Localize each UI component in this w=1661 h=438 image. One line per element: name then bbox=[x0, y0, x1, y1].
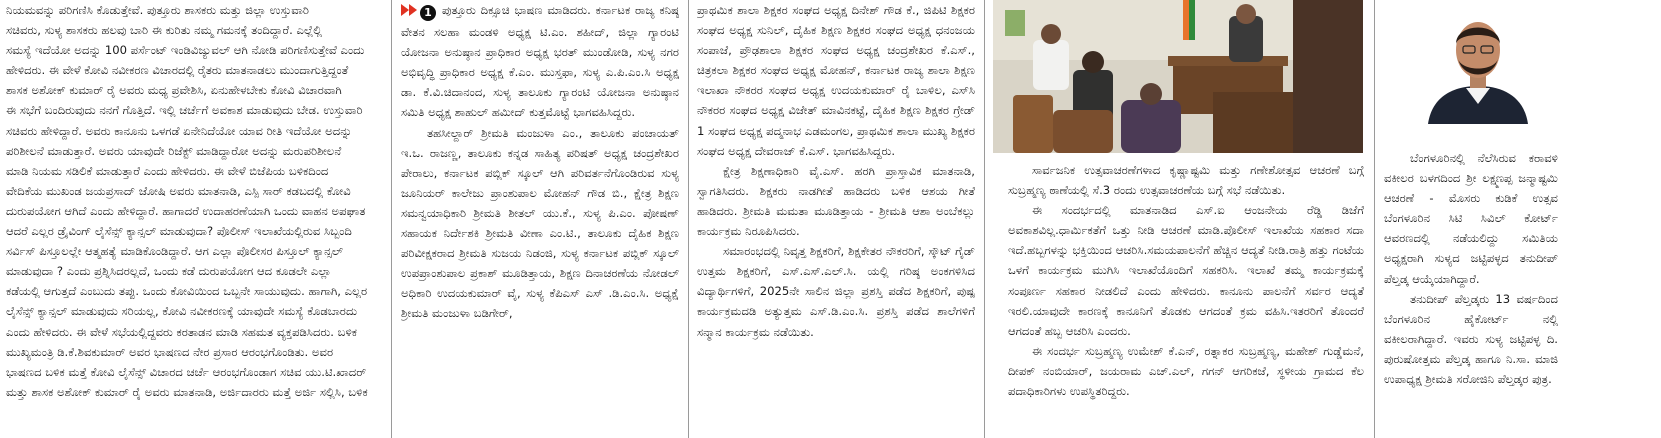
article-column-3 bbox=[697, 0, 975, 438]
col1-line: ನಿಯಮವನ್ನು ಪರಿಗಣಿಸಿ ಕೊಡುತ್ತೇವೆ. ಪುತ್ತೂರು ಶಾಸಕರು ಮತ್ತು ಜಿಲ್ಲಾ ಉಸ್ತುವಾರಿ bbox=[6, 3, 309, 17]
col1-line: ಈ ಸಭೆಗೆ ಬಂದಿರುವುದು ನನಗೆ ಗೊತ್ತಿದೆ. ಇಲ್ಲಿ ಚರ್ಚೆಗೆ ಅವಕಾಶ ಮಾಡುವುದು ಬೇಡ. ಉಸ್ತುವಾರಿ bbox=[6, 103, 363, 118]
col1-line: ಮಾಡುವುದಾ ? ಎಂದು ಪ್ರಶ್ನಿಸಿದರಲ್ಲದೆ, ಒಂದು ಕಡೆ ದುರುಪಯೋಗ ಆದ ಕೂಡಲೇ ಎಲ್ಲಾ bbox=[6, 264, 332, 279]
col1-line: ಎಂದು ಹೇಳಿದರು. ಈ ವೇಳೆ ಸಭೆಯಲ್ಲಿದ್ದವರು ಕರತಾಡನ ಮಾಡಿ ಸಹಮತ ವ್ಯಕ್ತಪಡಿಸಿದರು. ಬಳಿಕ bbox=[6, 324, 358, 339]
col5-paragraph: ತನುದೀಪ್ ಪೆಲ್ತಡ್ಕರು 13 ವರ್ಷದಿಂದ ಬೆಂಗಳೂರಿನ ಹೈಕೋರ್ಟ್ ನಲ್ಲಿ ವಕೀಲರಾಗಿದ್ದಾರೆ. ಇವರು ಸುಳ್ಯ ಜಟ್ಟಿಪಳ್ಳ ದಿ. ಪುರುಷೋತ್ತಮ ಪೆಲ್ತಡ್ಕ ಹಾಗೂ ನಿ.ಸಾ. ಮಾಜಿ ಉಪಾಧ್ಯಕ್ಷ ಶ್ರೀಮತಿ ಸರೋಜಿನಿ ಪೆಲ್ತಡ್ಕರ ಪುತ್ರ. bbox=[1384, 291, 1558, 387]
column-divider bbox=[391, 0, 392, 438]
column-divider bbox=[688, 0, 689, 438]
col1-line: ಸಚಿವರು, ಸುಳ್ಯ ಶಾಸಕರು ಹಲವು ಬಾರಿ ಈ ಕುರಿತು ನಮ್ಮ ಗಮನಕ್ಕೆ ತಂದಿದ್ದಾರೆ. ಎಲ್ಲೆಲ್ಲಿ bbox=[6, 23, 323, 38]
col1-line: ಲೈಸೆನ್ಸ್ ಕ್ಯಾನ್ಸಲ್ ಮಾಡುವುದು ಸರಿಯಲ್ಲ, ಕೋವಿ ನವೀಕರಣಕ್ಕೆ ಯಾವುದೇ ಸಮಸ್ಯೆ ಕೊಡಬಾರದು bbox=[6, 304, 358, 319]
col1-line: ಆದರೆ ಎಲ್ಲರ ಡ್ರೈವಿಂಗ್ ಲೈಸೆನ್ಸ್ ಕ್ಯಾನ್ಸಲ್ ಮಾಡುವುದಾ? ಪೊಲೀಸ್ ಇಲಾಖೆಯಲ್ಲಿರುವ ಸಿಬ್ಬಂದಿ bbox=[6, 224, 352, 239]
meeting-photo bbox=[993, 0, 1363, 153]
col1-line: ಪರಿಶೀಲನೆ ಮಾಡುತ್ತಾರೆ. ಅವರು ಯಾವುದೇ ರಿಜೆಕ್ಟ್ ಮಾಡಿದ್ದಾರೋ ಅದನ್ನು ಮರುಪರಿಶೀಲನೆ bbox=[6, 143, 342, 158]
col2-paragraph-text: ಪುತ್ತೂರು ದಿಕ್ಸೂಚಿ ಭಾಷಣ ಮಾಡಿದರು. ಕರ್ನಾಟಕ ರಾಜ್ಯ ಕನಿಷ್ಠ ವೇತನ ಸಲಹಾ ಮಂಡಳಿ ಅಧ್ಯಕ್ಷ ಟಿ.ಎಂ. ಶಹೀದ್, ಜಿಲ್ಲಾ ಗ್ಯಾರಂಟಿ ಯೋಜನಾ ಅನುಷ್ಠಾನ ಪ್ರಾಧಿಕಾರ ಅಧ್ಯಕ್ಷ ಭರತ್ ಮುಂಡೋಡಿ, ಸುಳ್ಯ ನಗರ ಅಭಿವೃದ್ಧಿ ಪ್ರಾಧಿಕಾರ ಅಧ್ಯಕ್ಷ ಕೆ.ಎಂ. ಮುಸ್ತಫಾ, ಸುಳ್ಯ ಎ.ಪಿ.ಎಂ.ಸಿ ಅಧ್ಯಕ್ಷ ಡಾ. ಕೆ.ವಿ.ಚಿದಾನಂದ, ಸುಳ್ಯ ತಾಲೂಕು ಗ್ಯಾರಂಟಿ ಯೋಜನಾ ಅನುಷ್ಠಾನ ಸಮಿತಿ ಅಧ್ಯಕ್ಷ ಶಾಹುಲ್ ಹಮೀದ್ ಕುತ್ತಮೊಟ್ಟೆ ಭಾಗವಹಿಸಿದ್ದರು. bbox=[401, 3, 679, 120]
continuation-marker bbox=[401, 2, 436, 22]
col4-paragraph: ಈ ಸಂದರ್ಭದಲ್ಲಿ ಮಾತನಾಡಿದ ಎಸ್.ಐ ಆಂಜನೇಯ ರೆಡ್ಡಿ ಡಿಜೆಗೆ ಅವಕಾಶವಿಲ್ಲ.ಧಾರ್ಮಿಕತೆಗೆ ಒತ್ತು ನೀಡಿ ಆಚರಣೆ ಮಾಡಿ.ಪೊಲೀಸ್ ಇಲಾಖೆಯ ಸಹಕಾರ ಸದಾ ಇದೆ.ಹಬ್ಬಗಳನ್ನು ಭಕ್ತಿಯಿಂದ ಆಚರಿಸಿ.ಸಮಯಪಾಲನೆಗೆ ಹೆಚ್ಚಿನ ಆದ್ಯತೆ ನೀಡಿ.ರಾತ್ರಿ ಹತ್ತು ಗಂಟೆಯ ಒಳಗೆ ಕಾರ್ಯಕ್ರಮ ಮುಗಿಸಿ ಇಲಾಖೆಯೊಂದಿಗೆ ಸಹಕರಿಸಿ. ಇಲಾಖೆ ತಮ್ಮ ಕಾರ್ಯಕ್ರಮಕ್ಕೆ ಸಂಪೂರ್ಣ ಸಹಕಾರ ನೀಡಲಿದೆ ಎಂದು ಹೇಳಿದರು. ಕಾನೂನು ಪಾಲನೆಗೆ ಸರ್ವರ ಆದ್ಯತೆ ಇರಲಿ.ಯಾವುದೇ ಕಾರಣಕ್ಕೆ ಕಾನೂನಿಗೆ ತೊಡಕು ಆಗದಂತೆ ಕ್ರಮ ವಹಿಸಿ.ಇತರರಿಗೆ ತೊಂದರೆ ಆಗದಂತೆ ಹಬ್ಬ ಆಚರಿಸಿ ಎಂದರು. bbox=[1008, 203, 1364, 338]
col1-line: ಮಾಡಿ ನಿಯಮ ಸಡಿಲಿಕೆ ಮಾಡುತ್ತಾರೆ ಎಂದು ಹೇಳಿದರು. ಈ ವೇಳೆ ಬಿಜೆಪಿಯ ಬಳಿಕದಿಂದ bbox=[6, 163, 329, 178]
arrow-icon bbox=[409, 4, 417, 16]
col4-paragraph: ಈ ಸಂದರ್ಭ ಸುಬ್ರಹ್ಮಣ್ಯ ಉಮೇಶ್ ಕೆ.ಎನ್, ರತ್ನಾಕರ ಸುಬ್ರಹ್ಮಣ್ಯ, ಮಹೇಶ್ ಗುಡ್ಡೆಮನೆ, ದೀಪಕ್ ನಂಬಿಯಾರ್, ಜಯರಾಮ ಎಚ್.ಎಲ್, ಗಗನ್ ಆಗರಿಕಜೆ, ಸ್ಥಳೀಯ ಗ್ರಾಮದ ಕೆಲ ಪದಾಧಿಕಾರಿಗಳು ಉಪಸ್ಥಿತರಿದ್ದರು. bbox=[1008, 343, 1364, 399]
col3-paragraph: ಸಮಾರಂಭದಲ್ಲಿ ನಿವೃತ್ತ ಶಿಕ್ಷಕರಿಗೆ, ಶಿಕ್ಷಕೇತರ ನೌಕರರಿಗೆ, ಸ್ಕೌಟ್ ಗೈಡ್ ಉತ್ತಮ ಶಿಕ್ಷಕರಿಗೆ, ಎಸ್.ಎಸ್.ಎಲ್.ಸಿ. ಯಲ್ಲಿ ಗರಿಷ್ಠ ಅಂಕಗಳಿಸಿದ ವಿದ್ಯಾರ್ಥಿಗಳಿಗೆ, 2025ನೇ ಸಾಲಿನ ಜಿಲ್ಲಾ ಪ್ರಶಸ್ತಿ ಪಡೆದ ಶಿಕ್ಷಕರಿಗೆ, ಪುಷ್ಪ ಕಾರ್ಯಕ್ರಮದಡಿ ಅತ್ಯುತ್ತಮ ಎಸ್.ಡಿ.ಎಂ.ಸಿ. ಪ್ರಶಸ್ತಿ ಪಡೆದ ಶಾಲೆಗಳಿಗೆ ಸನ್ಮಾನ ಕಾರ್ಯಕ್ರಮ ನಡೆಯಿತು. bbox=[697, 244, 975, 339]
arrow-icon bbox=[401, 4, 409, 16]
col1-line: ಮುಖ್ಯಮಂತ್ರಿ ಡಿ.ಕೆ.ಶಿವಕುಮಾರ್ ಅವರ ಭಾಷಣದ ನೇರ ಪ್ರಸಾರ ಆರಂಭಗೊಂಡಿತು. ಅವರ bbox=[6, 344, 334, 359]
col1-line: ಸಚಿವರು ಹೇಳಿದ್ದಾರೆ. ಅವರು ಕಾನೂನು ಒಳಗಡೆ ಏನೇನಿದೆಯೋ ಯಾವ ರೀತಿ ಇದೆಯೋ ಅದನ್ನು bbox=[6, 123, 352, 138]
col1-line: ಕಡೆಯಲ್ಲಿ ಆಗುತ್ತದೆ ಎಂಬುದು ತಪ್ಪು. ಒಂದು ಕೋವಿಯಿಂದ ಒಬ್ಬನೇ ಸಾಯುವುದು. ಹಾಗಾಗಿ, ಎಲ್ಲರ bbox=[6, 284, 368, 299]
col1-line: ಶಾಸಕ ಅಶೋಕ್ ಕುಮಾರ್ ರೈ ಅವರು ಮಧ್ಯ ಪ್ರವೇಶಿಸಿ, ಏನುಹೇಳಬೇಕು ಕೋವಿ ವಿಚಾರವಾಗಿ bbox=[6, 83, 342, 98]
column-divider bbox=[1374, 0, 1375, 438]
portrait-photo bbox=[1418, 0, 1538, 124]
col3-paragraph: ಪ್ರಾಥಮಿಕ ಶಾಲಾ ಶಿಕ್ಷಕರ ಸಂಘದ ಅಧ್ಯಕ್ಷ ದಿನೇಶ್ ಗೌಡ ಕೆ., ಜಿಪಿಟಿ ಶಿಕ್ಷಕರ ಸಂಘದ ಅಧ್ಯಕ್ಷ ಸುನಿಲ್, ದೈಹಿಕ ಶಿಕ್ಷಣ ಶಿಕ್ಷಕರ ಸಂಘದ ಅಧ್ಯಕ್ಷ ಧನಂಜಯ ಸಂಪಾಜೆ, ಪ್ರೌಢಶಾಲಾ ಶಿಕ್ಷಕರ ಸಂಘದ ಅಧ್ಯಕ್ಷ ಚಂದ್ರಶೇಖರ ಕೆ.ಎಸ್., ಚಿತ್ರಕಲಾ ಶಿಕ್ಷಕರ ಸಂಘದ ಅಧ್ಯಕ್ಷ ಮೋಹನ್, ಕರ್ನಾಟಕ ರಾಜ್ಯ ಶಾಲಾ ಶಿಕ್ಷಣ ಇಲಾಖಾ ನೌಕರರ ಸಂಘದ ಅಧ್ಯಕ್ಷ ಉದಯಕುಮಾರ್ ರೈ ಬಾಳಿಲ, ಎಸ್‌ಸಿ ನೌಕರರ ಸಂಘದ ಅಧ್ಯಕ್ಷ ವಿಜೇತ್ ಮಾವಿನಕಟ್ಟೆ, ದೈಹಿಕ ಶಿಕ್ಷಣ ಶಿಕ್ಷಕರ ಗ್ರೇಡ್ 1 ಸಂಘದ ಅಧ್ಯಕ್ಷ ಪದ್ಮನಾಭ ಎಡಮಂಗಲ, ಪ್ರಾಥಮಿಕ ಶಾಲಾ ಮುಖ್ಯ ಶಿಕ್ಷಕರ ಸಂಘದ ಅಧ್ಯಕ್ಷ ದೇವರಾಜ್ ಕೆ.ಎಸ್. ಭಾಗವಹಿಸಿದ್ದರು. bbox=[697, 3, 975, 158]
col4-paragraph: ಸಾರ್ವಜನಿಕ ಉತ್ಸವಾಚರಣೆಗಳಾದ ಕೃಷ್ಣಾಷ್ಟಮಿ ಮತ್ತು ಗಣೇಶೋತ್ಸವ ಆಚರಣೆ ಬಗ್ಗೆ ಸುಬ್ರಹ್ಮಣ್ಯ ಠಾಣೆಯಲ್ಲಿ ಸೆ.3 ರಂದು ಉತ್ಸವಾಚರಣೆಯ ಬಗ್ಗೆ ಸಭೆ ನಡೆಯಿತು. bbox=[1008, 163, 1364, 198]
col1-line: ಸರ್ವಿಸ್ ಪಿಸ್ತೂಲಲ್ಲೇ ಆತ್ಮಹತ್ಯೆ ಮಾಡಿಕೊಂಡಿದ್ದಾರೆ. ಆಗ ಎಲ್ಲಾ ಪೊಲೀಸರ ಪಿಸ್ತೂಲ್ ಕ್ಯಾನ್ಸಲ್ bbox=[6, 244, 343, 259]
col1-line: ಹೇಳಿದರು. ಈ ವೇಳೆ ಕೋವಿ ನವೀಕರಣ ವಿಚಾರದಲ್ಲಿ ರೈತರು ಮಾತನಾಡಲು ಮುಂದಾಗುತ್ತಿದ್ದಂತೆ bbox=[6, 63, 349, 78]
page-number-badge: 1 bbox=[420, 5, 436, 21]
col1-line: ದುರುಪಯೋಗ ಆಗಿದೆ ಎಂದು ಹೇಳಿದ್ದಾರೆ. ಹಾಗಾದರೆ ಉದಾಹರಣೆಯಾಗಿ ಒಂದು ವಾಹನ ಅಪಘಾತ bbox=[6, 203, 366, 218]
column-divider bbox=[984, 0, 985, 438]
article-column-2 bbox=[401, 0, 679, 438]
article-column-1 bbox=[6, 0, 384, 438]
col1-line: ಭಾಷಣದ ಬಳಿಕ ಮತ್ತೆ ಕೋವಿ ಲೈಸೆನ್ಸ್ ವಿಚಾರದ ಚರ್ಚೆ ಆರಂಭಗೊಂಡಾಗ ಸಚಿವ ಯು.ಟಿ.ಖಾದರ್ bbox=[6, 364, 367, 379]
col1-line: ವೇದಿಕೆಯ ಮುಖಂಡ ಜಯಪ್ರಸಾದ್ ಜೋಷಿ ಅವರು ಮಾತನಾಡಿ, ಎಸ್ಪಿ ಸಾರ್ ಕಡಬದಲ್ಲಿ ಕೋವಿ bbox=[6, 183, 351, 198]
col2-paragraph bbox=[401, 0, 679, 123]
col5-paragraph: ಬೆಂಗಳೂರಿನಲ್ಲಿ ನೆಲೆಸಿರುವ ಕರಾವಳಿ ವಕೀಲರ ಬಳಗದಿಂದ ಶ್ರೀ ಲಕ್ಷ್ಮಣಪ್ಪ ಜನ್ಮಾಷ್ಟಮಿ ಆಚರಣೆ - ಮೊಸರು ಕುಡಿಕೆ ಉತ್ಸವ ಬೆಂಗಳೂರಿನ ಸಿಟಿ ಸಿವಿಲ್ ಕೋರ್ಟ್ ಆವರಣದಲ್ಲಿ ನಡೆಯಲಿದ್ದು ಸಮಿತಿಯ ಅಧ್ಯಕ್ಷರಾಗಿ ಸುಳ್ಯದ ಜಟ್ಟಿಪಳ್ಳದ ತನುದೀಪ್ ಪೆಲ್ತಡ್ಕ ಆಯ್ಕೆಯಾಗಿದ್ದಾರೆ. bbox=[1384, 151, 1558, 286]
col1-line: ಸಮಸ್ಯೆ ಇದೆಯೋ ಅದನ್ನು 100 ಪರ್ಸೆಂಟ್ ಇಂಡಿವಿಜ್ಯುವಲ್ ಆಗಿ ನೋಡಿ ಪರಿಗಣಿಸುತ್ತೇವೆ ಎಂದು bbox=[6, 43, 365, 58]
article-column-5 bbox=[1384, 148, 1558, 438]
photo-caption bbox=[1008, 160, 1364, 401]
col3-paragraph: ಕ್ಷೇತ್ರ ಶಿಕ್ಷಣಾಧಿಕಾರಿ ವೈ.ಎಸ್. ಹರಗಿ ಪ್ರಾಸ್ತಾವಿಕ ಮಾತನಾಡಿ, ಸ್ವಾಗತಿಸಿದರು. ಶಿಕ್ಷಕರು ನಾಡಗೀತೆ ಹಾಡಿದರು ಬಳಿಕ ಆಶಯ ಗೀತೆ ಹಾಡಿದರು. ಶ್ರೀಮತಿ ಮಮತಾ ಮೂಡಿತ್ತಾಯ - ಶ್ರೀಮತಿ ಆಶಾ ಅಂಬೆಕಲ್ಲು ಕಾರ್ಯಕ್ರಮ ನಿರೂಪಿಸಿದರು. bbox=[697, 163, 975, 239]
col2-paragraph: ತಹಸೀಲ್ದಾರ್ ಶ್ರೀಮತಿ ಮಂಜುಳಾ ಎಂ., ತಾಲೂಕು ಪಂಚಾಯತ್ ಇ.ಒ. ರಾಜಣ್ಣ, ತಾಲೂಕು ಕನ್ನಡ ಸಾಹಿತ್ಯ ಪರಿಷತ್ ಅಧ್ಯಕ್ಷ ಚಂದ್ರಶೇಖರ ಪೇರಾಲು, ಕರ್ನಾಟಕ ಪಬ್ಲಿಕ್ ಸ್ಕೂಲ್ ಆಗಿ ಪರಿವರ್ತನೆಗೊಂಡಿರುವ ಸುಳ್ಯ ಜೂನಿಯರ್ ಕಾಲೇಜು ಪ್ರಾಂಶುಪಾಲ ಮೋಹನ್ ಗೌಡ ಬಿ., ಕ್ಷೇತ್ರ ಶಿಕ್ಷಣ ಸಮನ್ವಯಾಧಿಕಾರಿ ಶ್ರೀಮತಿ ಶೀತಲ್ ಯು.ಕೆ., ಸುಳ್ಯ ಪಿ.ಎಂ. ಪೋಷಣ್ ಸಹಾಯಕ ನಿರ್ದೇಶಕಿ ಶ್ರೀಮತಿ ವೀಣಾ ಎಂ.ಟಿ., ತಾಲೂಕು ದೈಹಿಕ ಶಿಕ್ಷಣ ಪರಿವೀಕ್ಷಕರಾದ ಶ್ರೀಮತಿ ಸುಜಯ ನಿಡಂಜಿ, ಸುಳ್ಯ ಕರ್ನಾಟಕ ಪಬ್ಲಿಕ್ ಸ್ಕೂಲ್ ಉಪಪ್ರಾಂಶುಪಾಲ ಪ್ರಕಾಶ್ ಮೂಡಿತ್ತಾಯ, ಶಿಕ್ಷಣ ದಿನಾಚರಣೆಯ ನೋಡಲ್ ಅಧಿಕಾರಿ ಉದಯಕುಮಾರ್ ವೈ, ಸುಳ್ಯ ಕೆಪಿಎಸ್ ಎಸ್ .ಡಿ.ಎಂ.ಸಿ. ಅಧ್ಯಕ್ಷೆ ಶ್ರೀಮತಿ ಮಂಜುಳಾ ಬಡಿಗೇರ್, bbox=[401, 125, 679, 321]
col1-line: ಮತ್ತು ಶಾಸಕ ಅಶೋಕ್ ಕುಮಾರ್ ರೈ ಅವರು ಮಾತನಾಡಿ, ಅರ್ಜಿದಾರರು ಮತ್ತೆ ಅರ್ಜಿ ಸಲ್ಲಿಸಿ, ಬಳಿಕ bbox=[6, 384, 368, 399]
